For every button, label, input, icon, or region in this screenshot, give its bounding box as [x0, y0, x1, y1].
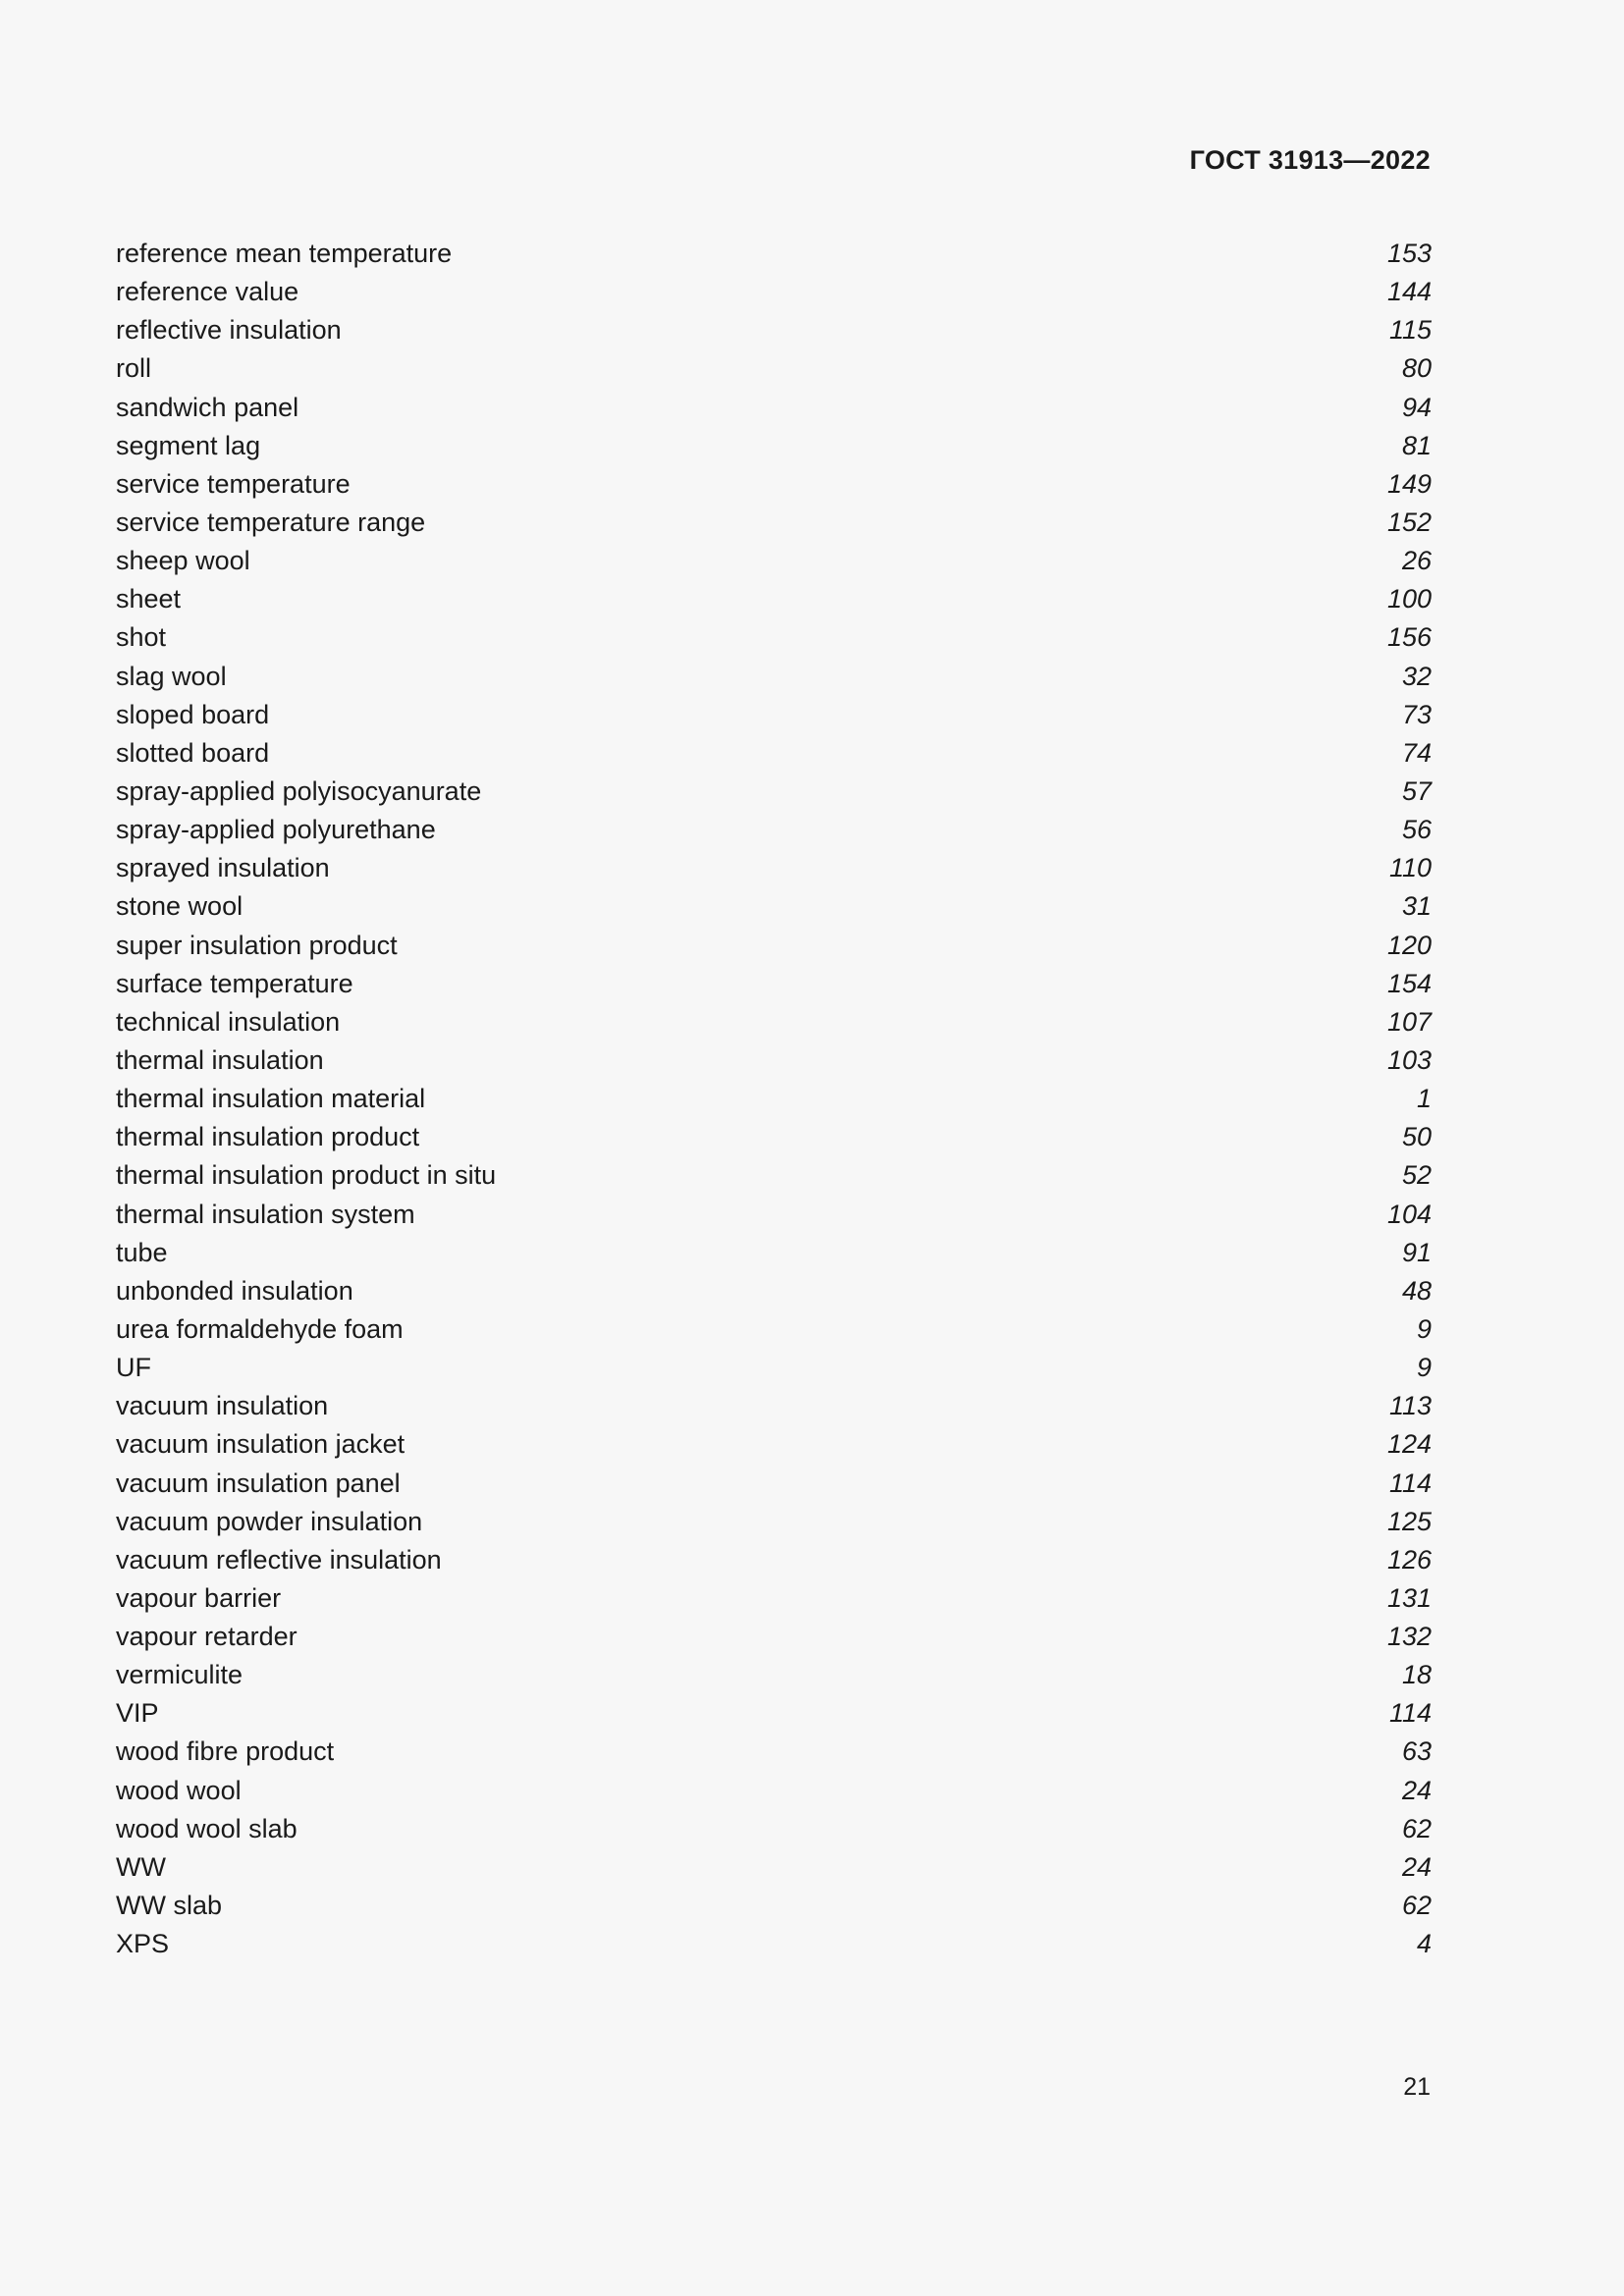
index-term-number: 154	[1386, 968, 1432, 998]
index-entry	[116, 1694, 1432, 1733]
index-term: thermal insulation	[116, 1044, 324, 1075]
index-term-number: 48	[1401, 1275, 1432, 1306]
index-entry	[116, 1041, 1432, 1080]
index-term-number: 120	[1386, 930, 1432, 960]
index-term: vacuum insulation	[116, 1391, 329, 1421]
index-term-number: 107	[1386, 1006, 1432, 1037]
index-term-number: 57	[1401, 775, 1432, 806]
index-entry	[116, 1387, 1432, 1425]
index-term-number: 52	[1401, 1160, 1432, 1191]
index-entry	[116, 1156, 1432, 1195]
index-entry	[116, 235, 1432, 273]
index-entry	[116, 773, 1432, 811]
index-term: UF	[116, 1353, 151, 1383]
index-term-number: 24	[1401, 1775, 1432, 1805]
index-term-number: 126	[1386, 1544, 1432, 1575]
index-entry	[116, 1541, 1432, 1579]
index-term: sloped board	[116, 699, 270, 729]
index-term-number: 114	[1388, 1468, 1432, 1498]
index-entry	[116, 389, 1432, 427]
index-entry	[116, 1118, 1432, 1156]
index-term-number: 32	[1401, 661, 1432, 691]
index-term: wood fibre product	[116, 1736, 335, 1767]
index-term: spray-applied polyurethane	[116, 815, 436, 845]
index-term-number: 18	[1401, 1660, 1432, 1690]
index-term: surface temperature	[116, 968, 353, 998]
index-term-number: 152	[1386, 507, 1432, 537]
index-entry	[116, 658, 1432, 696]
index-term-number: 4	[1416, 1929, 1432, 1959]
index-term: vacuum insulation jacket	[116, 1429, 406, 1460]
index-term: urea formaldehyde foam	[116, 1313, 404, 1344]
index-term-number: 62	[1401, 1813, 1432, 1843]
index-term-number: 91	[1401, 1237, 1432, 1267]
index-entry	[116, 1503, 1432, 1541]
index-entry	[116, 349, 1432, 388]
index-entry	[116, 311, 1432, 349]
index-term: service temperature range	[116, 507, 426, 537]
index-term-number: 144	[1386, 277, 1432, 307]
index-entry	[116, 1656, 1432, 1694]
index-term: reflective insulation	[116, 315, 342, 346]
index-term: VIP	[116, 1698, 159, 1729]
index-term: unbonded insulation	[116, 1275, 353, 1306]
index-term: stone wool	[116, 891, 244, 922]
index-entry	[116, 734, 1432, 773]
index-term-number: 114	[1388, 1698, 1432, 1729]
index-term-number: 9	[1416, 1353, 1432, 1383]
index-term: wood wool	[116, 1775, 242, 1805]
index-entry	[116, 1003, 1432, 1041]
index-term: sheep wool	[116, 546, 250, 576]
index-term-number: 156	[1386, 622, 1432, 653]
index-term-number: 100	[1386, 584, 1432, 614]
index-term: sandwich panel	[116, 392, 299, 422]
index-term-number: 9	[1416, 1313, 1432, 1344]
index-term-number: 131	[1386, 1582, 1432, 1613]
index-entry	[116, 1310, 1432, 1349]
index-entry	[116, 618, 1432, 657]
index-term: technical insulation	[116, 1006, 341, 1037]
index-entry	[116, 1080, 1432, 1118]
index-term: roll	[116, 353, 152, 384]
index-entry	[116, 273, 1432, 311]
index-entry	[116, 504, 1432, 542]
index-term: XPS	[116, 1929, 170, 1959]
index-term: wood wool slab	[116, 1813, 298, 1843]
index-entry	[116, 1772, 1432, 1810]
index-term: thermal insulation product in situ	[116, 1160, 497, 1191]
index-term-number: 103	[1386, 1044, 1432, 1075]
index-term-number: 24	[1401, 1851, 1432, 1882]
index-term: segment lag	[116, 430, 261, 460]
index-term-number: 81	[1401, 430, 1432, 460]
index-term: vacuum insulation panel	[116, 1468, 401, 1498]
index-entry	[116, 1618, 1432, 1656]
term-index-list	[116, 235, 1432, 1963]
index-entry	[116, 1848, 1432, 1887]
index-entry	[116, 1425, 1432, 1464]
index-term: reference mean temperature	[116, 239, 453, 268]
index-term: vapour retarder	[116, 1622, 298, 1652]
index-term: reference value	[116, 277, 299, 307]
index-term: vacuum reflective insulation	[116, 1544, 442, 1575]
index-term: vapour barrier	[116, 1582, 282, 1613]
index-entry	[116, 849, 1432, 887]
index-entry	[116, 542, 1432, 580]
index-entry	[116, 887, 1432, 926]
index-term-number: 50	[1401, 1122, 1432, 1152]
index-entry	[116, 1272, 1432, 1310]
index-entry	[116, 1196, 1432, 1234]
index-term: WW	[116, 1851, 166, 1882]
index-term-number: 63	[1401, 1736, 1432, 1767]
index-term-number: 73	[1401, 699, 1432, 729]
index-entry	[116, 927, 1432, 965]
index-term: super insulation product	[116, 930, 398, 960]
index-entry	[116, 1234, 1432, 1272]
index-term-number: 113	[1388, 1391, 1432, 1421]
index-entry	[116, 1733, 1432, 1771]
index-term: vacuum powder insulation	[116, 1506, 423, 1536]
index-term-number: 149	[1386, 468, 1432, 499]
index-term-number: 62	[1401, 1891, 1432, 1921]
index-term-number: 124	[1386, 1429, 1432, 1460]
index-term: slotted board	[116, 737, 270, 768]
index-term-number: 26	[1401, 546, 1432, 576]
index-term: slag wool	[116, 661, 227, 691]
index-term: WW slab	[116, 1891, 222, 1921]
index-term-number: 1	[1416, 1084, 1432, 1114]
index-term-number: 56	[1401, 815, 1432, 845]
index-entry	[116, 1810, 1432, 1848]
index-term: thermal insulation material	[116, 1084, 426, 1114]
document-code-header: ГОСТ 31913—2022	[1189, 145, 1431, 175]
index-term-number: 104	[1386, 1199, 1432, 1229]
index-entry	[116, 1579, 1432, 1618]
index-term-number: 31	[1401, 891, 1432, 922]
index-term-number: 115	[1388, 315, 1432, 346]
index-entry	[116, 811, 1432, 849]
index-entry	[116, 1349, 1432, 1387]
index-term-number: 94	[1401, 392, 1432, 422]
index-term: service temperature	[116, 468, 351, 499]
index-entry	[116, 1465, 1432, 1503]
index-entry	[116, 696, 1432, 734]
index-term: tube	[116, 1237, 168, 1267]
index-term-number: 153	[1386, 239, 1432, 268]
index-entry	[116, 965, 1432, 1003]
index-term-number: 80	[1401, 353, 1432, 384]
index-term: sprayed insulation	[116, 853, 330, 883]
index-term: thermal insulation product	[116, 1122, 420, 1152]
index-term-number: 74	[1401, 737, 1432, 768]
index-entry	[116, 465, 1432, 504]
index-term: shot	[116, 622, 167, 653]
index-term: spray-applied polyisocyanurate	[116, 775, 482, 806]
index-entry	[116, 427, 1432, 465]
index-entry	[116, 1925, 1432, 1963]
index-term: sheet	[116, 584, 182, 614]
index-term: thermal insulation system	[116, 1199, 415, 1229]
page-number: 21	[1403, 2073, 1431, 2101]
index-entry	[116, 1887, 1432, 1925]
index-term: vermiculite	[116, 1660, 244, 1690]
index-entry	[116, 580, 1432, 618]
index-term-number: 110	[1388, 853, 1432, 883]
index-term-number: 125	[1386, 1506, 1432, 1536]
index-term-number: 132	[1386, 1622, 1432, 1652]
